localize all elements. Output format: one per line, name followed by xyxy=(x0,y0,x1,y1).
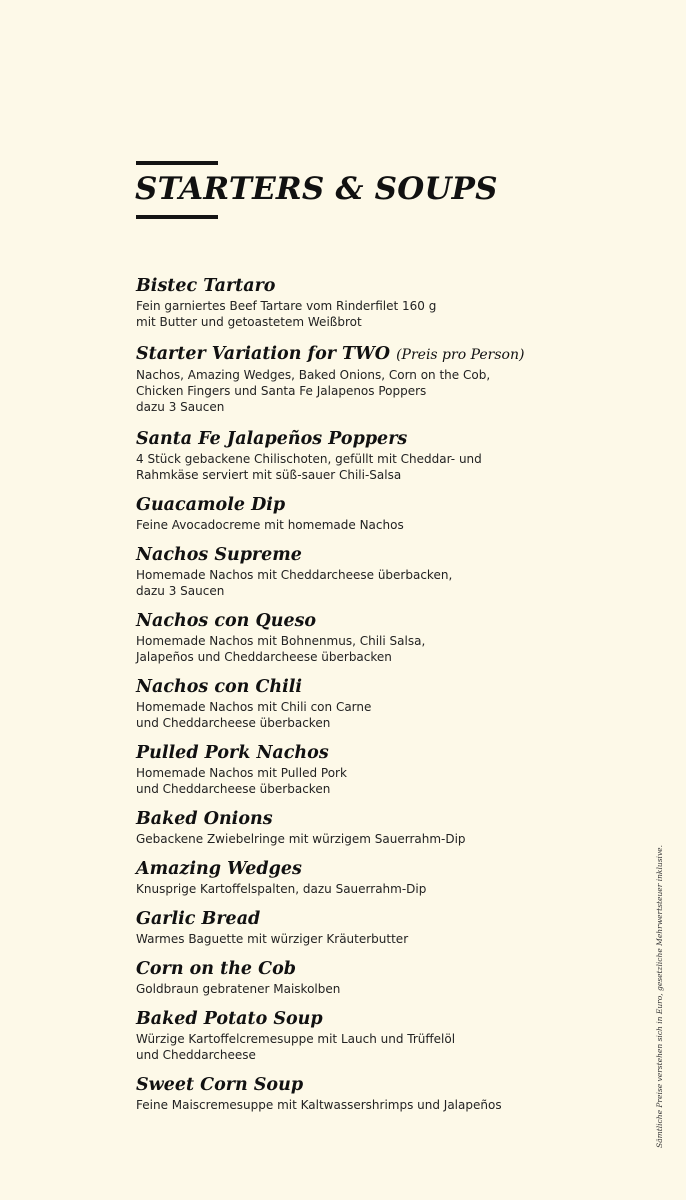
menu-item-description-line: Homemade Nachos mit Cheddarcheese überbacken, xyxy=(136,568,453,582)
menu-item-name xyxy=(136,742,656,764)
menu-item xyxy=(136,494,656,533)
menu-item-description-line: Homemade Nachos mit Bohnenmus, Chili Salsa, xyxy=(136,634,426,648)
menu-item-description-line: Homemade Nachos mit Pulled Pork xyxy=(136,766,347,780)
menu-item-description xyxy=(136,931,656,947)
menu-item-name xyxy=(136,610,656,632)
menu-item-description xyxy=(136,298,656,330)
menu-item-name xyxy=(136,908,656,930)
menu-item-description-line: und Cheddarcheese überbacken xyxy=(136,782,331,796)
menu-item-description-line: 4 Stück gebackene Chilischoten, gefüllt mit Cheddar- und xyxy=(136,452,482,466)
menu-item-description-line: Knusprige Kartoffelspalten, dazu Sauerrahm-Dip xyxy=(136,882,427,896)
menu-item-description-line: und Cheddarcheese überbacken xyxy=(136,716,331,730)
menu-item xyxy=(136,275,656,330)
menu-item xyxy=(136,808,656,847)
price-disclaimer: Sämtliche Preise verstehen sich in Euro, gesetzliche Mehrwertsteuer inklusive. xyxy=(655,844,664,1148)
menu-item-title: Nachos con Queso xyxy=(136,611,317,631)
menu-item xyxy=(136,343,656,415)
menu-item-description xyxy=(136,881,656,897)
menu-item-name xyxy=(136,808,656,830)
title-rule-bottom xyxy=(136,215,218,219)
menu-item-description-line: mit Butter und getoastetem Weißbrot xyxy=(136,315,362,329)
menu-item-description-line: Jalapeños und Cheddarcheese überbacken xyxy=(136,650,392,664)
menu-item-description-line: Rahmkäse serviert mit süß-sauer Chili-Salsa xyxy=(136,468,402,482)
menu-item-name xyxy=(136,1074,656,1096)
menu-item-name xyxy=(136,494,656,516)
menu-item-description-line: Chicken Fingers und Santa Fe Jalapenos Poppers xyxy=(136,384,427,398)
menu-item-title: Pulled Pork Nachos xyxy=(136,743,329,763)
menu-item-description xyxy=(136,367,656,415)
menu-item-title: Santa Fe Jalapeños Poppers xyxy=(136,429,408,449)
menu-item-name xyxy=(136,343,656,366)
menu-item-title: Baked Potato Soup xyxy=(136,1009,323,1029)
menu-item-description xyxy=(136,981,656,997)
menu-item xyxy=(136,1008,656,1063)
menu-item-description xyxy=(136,699,656,731)
menu-item-description xyxy=(136,633,656,665)
menu-item xyxy=(136,676,656,731)
menu-item-title: Amazing Wedges xyxy=(136,859,302,879)
menu-item-title: Baked Onions xyxy=(136,809,273,829)
menu-item-description xyxy=(136,1031,656,1063)
menu-item-description-line: Goldbraun gebratener Maiskolben xyxy=(136,982,341,996)
menu-item-title: Nachos con Chili xyxy=(136,677,303,697)
menu-item-description xyxy=(136,1097,656,1113)
menu-item xyxy=(136,858,656,897)
menu-item-description-line: Nachos, Amazing Wedges, Baked Onions, Corn on the Cob, xyxy=(136,368,491,382)
menu-item xyxy=(136,544,656,599)
menu-item xyxy=(136,428,656,483)
menu-item-title: Starter Variation for TWO xyxy=(136,344,390,364)
menu-item-description-line: Homemade Nachos mit Chili con Carne xyxy=(136,700,372,714)
menu-item xyxy=(136,1074,656,1113)
menu-item-description xyxy=(136,517,656,533)
menu-item-name xyxy=(136,275,656,297)
menu-item-description-line: Feine Maiscremesuppe mit Kaltwassershrimps und Jalapeños xyxy=(136,1098,502,1112)
menu-item-description-line: Fein garniertes Beef Tartare vom Rinderfilet 160 g xyxy=(136,299,437,313)
menu-item xyxy=(136,908,656,947)
menu-item-title: Nachos Supreme xyxy=(136,545,302,565)
menu-item-description xyxy=(136,765,656,797)
menu-item-description-line: dazu 3 Saucen xyxy=(136,400,225,414)
menu-item-description xyxy=(136,567,656,599)
menu-item-name xyxy=(136,958,656,980)
menu-item-description-line: Gebackene Zwiebelringe mit würzigem Sauerrahm-Dip xyxy=(136,832,466,846)
menu-item-description-line: dazu 3 Saucen xyxy=(136,584,225,598)
menu-item-name xyxy=(136,858,656,880)
menu-item-description xyxy=(136,451,656,483)
menu-item xyxy=(136,610,656,665)
menu-item-description-line: Feine Avocadocreme mit homemade Nachos xyxy=(136,518,404,532)
menu-item-name xyxy=(136,428,656,450)
menu-item-name xyxy=(136,544,656,566)
title-rule-top xyxy=(136,161,218,165)
section-title: STARTERS & SOUPS xyxy=(135,171,498,207)
menu-item-title: Guacamole Dip xyxy=(136,495,286,515)
menu-item-description-line: Warmes Baguette mit würziger Kräuterbutter xyxy=(136,932,409,946)
menu-item-note: (Preis pro Person) xyxy=(396,347,525,363)
menu-item-name xyxy=(136,676,656,698)
menu-item-title: Bistec Tartaro xyxy=(136,276,276,296)
menu-item xyxy=(136,742,656,797)
menu-item-description-line: Würzige Kartoffelcremesuppe mit Lauch und Trüffelöl xyxy=(136,1032,456,1046)
menu-item-description-line: und Cheddarcheese xyxy=(136,1048,256,1062)
menu-item xyxy=(136,958,656,997)
menu-item-name xyxy=(136,1008,656,1030)
menu-item-title: Corn on the Cob xyxy=(136,959,296,979)
menu-item-description xyxy=(136,831,656,847)
menu-item-title: Sweet Corn Soup xyxy=(136,1075,304,1095)
menu-item-title: Garlic Bread xyxy=(136,909,261,929)
